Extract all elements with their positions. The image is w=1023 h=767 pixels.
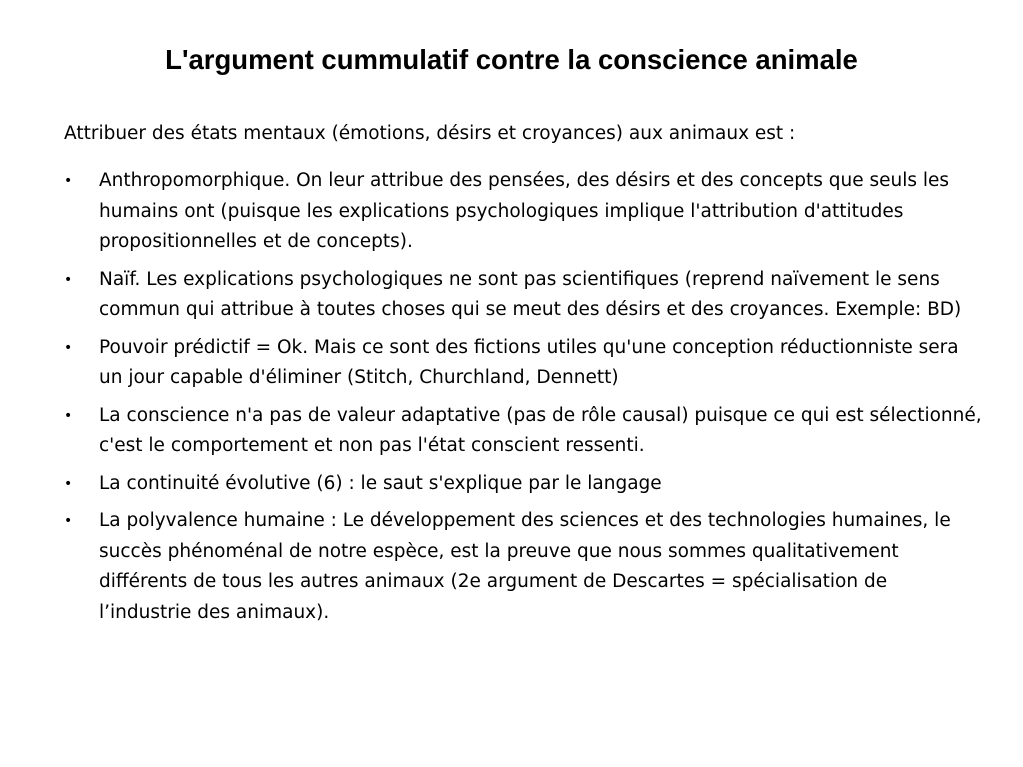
bullet-text: La polyvalence humaine : Le développement des sciences et des technologies humaines, le succès phénoménal de notre espèce, est la preuve que nous sommes qualitativement différents de tous les autres animaux (2e argument de Descartes = spécialisation de l’industrie des animaux). [99,510,951,623]
bullet-dot-icon: • [64,407,73,424]
bullet-dot-icon: • [64,271,73,288]
bullet-dot-icon: • [64,339,73,356]
bullet-item [64,166,984,258]
slide-title: L'argument cummulatif contre la conscience animale [165,44,858,75]
bullet-item [64,506,984,628]
bullet-dot-icon: • [64,173,73,189]
bullet-item [64,265,984,326]
bullet-text: La continuité évolutive (6) : le saut s'explique par le langage [99,472,662,494]
bullet-list [64,166,984,635]
bullet-text: La conscience n'a pas de valeur adaptative (pas de rôle causal) puisque ce qui est sélectionné, c'est le comportement et non pas l'état conscient ressenti. [99,404,982,456]
intro-text: Attribuer des états mentaux (émotions, désirs et croyances) aux animaux est : [64,123,796,144]
bullet-dot-icon: • [64,475,73,492]
bullet-text: Pouvoir prédictif = Ok. Mais ce sont des fictions utiles qu'une conception réductionniste sera un jour capable d'éliminer (Stitch, Churchland, Dennett) [99,336,959,388]
bullet-item [64,333,984,394]
bullet-text: Naïf. Les explications psychologiques ne sont pas scientifiques (reprend naïvement le sens commun qui attribue à toutes choses qui se meut des désirs et des croyances. Exemple: BD) [99,268,962,320]
bullet-item [64,469,984,500]
bullet-item [64,401,984,462]
bullet-text: Anthropomorphique. On leur attribue des pensées, des désirs et des concepts que seuls les humains ont (puisque les explications psychologiques implique l'attribution d'attitudes propositionnelles et de concepts). [99,170,950,252]
bullet-dot-icon: • [64,513,73,529]
